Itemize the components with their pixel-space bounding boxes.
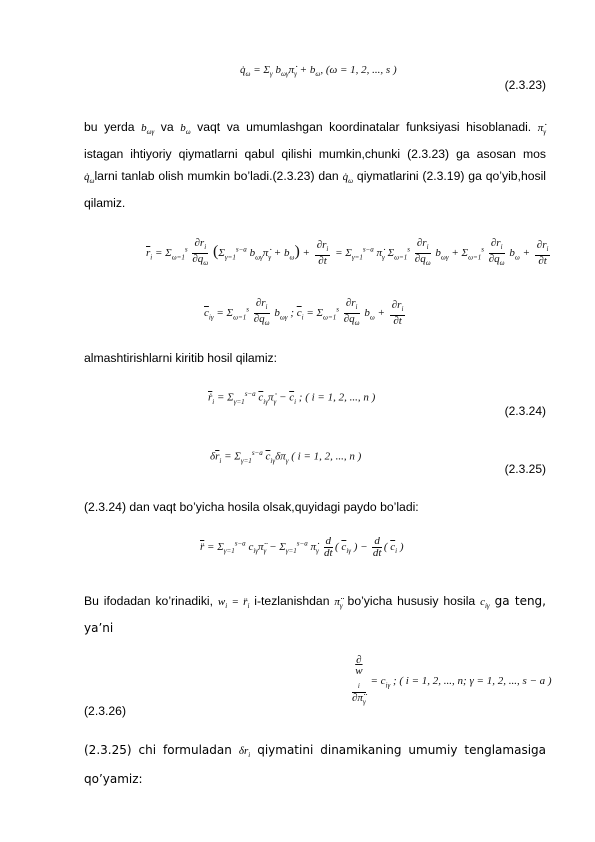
paragraph-5: (2.3.25) chi formuladan $\delta r_i$ qiymatini dinamikaning umumiy tenglamasiga qo’yamiz: [84, 743, 547, 787]
equation-definitions: $\overline{c}_{i\gamma} = \Sigma_{\omega=1}^s$ $\frac{\partial r_i}{\partial q_\omega}$ $b_{\omega\gamma}$ ; $\overline{c}_i = \Sigma_{\omega=1}^s$ $\frac{\partial r_i}{\partial q_\omega}$ $b_\omega$ + $\frac{\partial r_i}{\partial t}$ [204, 297, 404, 328]
paragraph-4: Bu ifodadan ko’rinadiki, $w_i$ = $r̈_i$ i-tezlanishdan $\pï_\gamma$ bo’yicha hususiy hosila $c_{i\gamma}$ ga teng, ya’ni [84, 594, 546, 636]
symbol-b-omega: $b_\omega$ [180, 122, 191, 137]
equation-number-2-3-26: (2.3.26) [84, 704, 127, 718]
symbol-c-i-gamma: $c_{i\gamma}$ [480, 596, 490, 611]
symbol-q-omega-2: $q̇_\omega$ [342, 171, 354, 186]
equation-2-3-24: $\overline{ṙ}_i = \Sigma_{\gamma=1}^{s-a}$ $\overline{c}_{i\gamma}\pi̇_\gamma - \overline{c}_i$ ; ( i = 1, 2, ..., n ) [208, 390, 376, 406]
equation-2-3-26: ∂ $\overline{w}$ $_i$ $\partial\pï_\gamma$ = $c_{i\gamma}$ ; ( i = 1, 2, ..., n; γ = 1, 2, ..., s − a ) [352, 654, 552, 707]
symbol-pi-gamma-ddot: $\pï_\gamma$ [334, 596, 343, 611]
symbol-b-omega-gamma: $b_{\omega\gamma}$ [141, 122, 155, 137]
equation-number: (2.3.24) [504, 404, 546, 418]
equation-2-3-25: $\delta\overline{r}_i = \Sigma_{\gamma=1}^{s-a}$ $\overline{c}_{i\gamma}\delta\pi_\gamma$ ( i = 1, 2, ..., n ) [210, 449, 362, 465]
paragraph-2: almashtirishlarni kiritib hosil qilamiz: [84, 351, 278, 365]
equation-number: (2.3.23) [504, 78, 546, 92]
equation-velocity: $\overline{r}_i = \Sigma_{\omega=1}^s$ $\frac{\partial r_i}{\partial q_\omega}$ ($\Sigma_{\gamma=1}^{s-a}$ $b_{\omega\gamma}\pi̇_\gamma + b_\omega$) + $\frac{\partial r_i}{\partial t}$ = $\Sigma_{\gamma=1}^{s-a}$ $\pi̇_\gamma$ $\Sigma_{\omega=1}^s$ $\frac{\partial r_i}{\partial q_\omega}$ $b_{\omega\gamma} + \Sigma_{\omega=1}^s$ $\frac{\partial r_i}{\partial q_\omega}$ $b_\omega$ + $\frac{\partial r_i}{\partial t}$ [146, 237, 549, 268]
equation-number: (2.3.25) [504, 462, 546, 476]
paragraph-1: bu yerda $b_{\omega\gamma}$ va $b_\omega$ vaqt va umumlashgan koordinatalar funksiyasi hisoblanadi. $\pi̇_\gamma$ istagan ihtiyoriy qiymatlarni qabul qilishi mumkin,chunki (2.3.23) ga asosan mos $q̇_\omega larni$ tanlab olish mumkin bo’ladi.(2.3.23) dan $q̇_\omega$ qiymatlarini (2.3.19) ga qo’yib,hosil qilamiz. [84, 120, 547, 211]
symbol-q-omega: $q̇_\omega$ [84, 171, 95, 186]
paragraph-3: (2.3.24) dan vaqt bo’yicha hosila olsak,quyidagi paydo bo’ladi: [84, 500, 419, 514]
symbol-delta-r-i: $\delta r_i$ [238, 745, 251, 760]
symbol-pi-gamma: $\pi̇_\gamma$ [537, 122, 546, 137]
equation-acceleration: r̈ = $\Sigma_{\gamma=1}^{s-a}$ $c_{i\gamma}\pï_\gamma - \Sigma_{\gamma=1}^{s-a}$ $\pi̇_\gamma$ $\frac{d}{dt}$ ( $\overline{c}_{i\gamma}$ ) − $\frac{d}{dt}$ ( $\overline{c}_i$ ) [200, 535, 404, 559]
symbol-w-i: $w_i$ = $r̈_i$ [217, 596, 250, 611]
equation-2-3-23: $q̇_\omega = \Sigma_\gamma$ $b_{\omega\gamma}\pi̇_\gamma + b_\omega$, (ω = 1, 2, ..., s ) [240, 64, 397, 79]
